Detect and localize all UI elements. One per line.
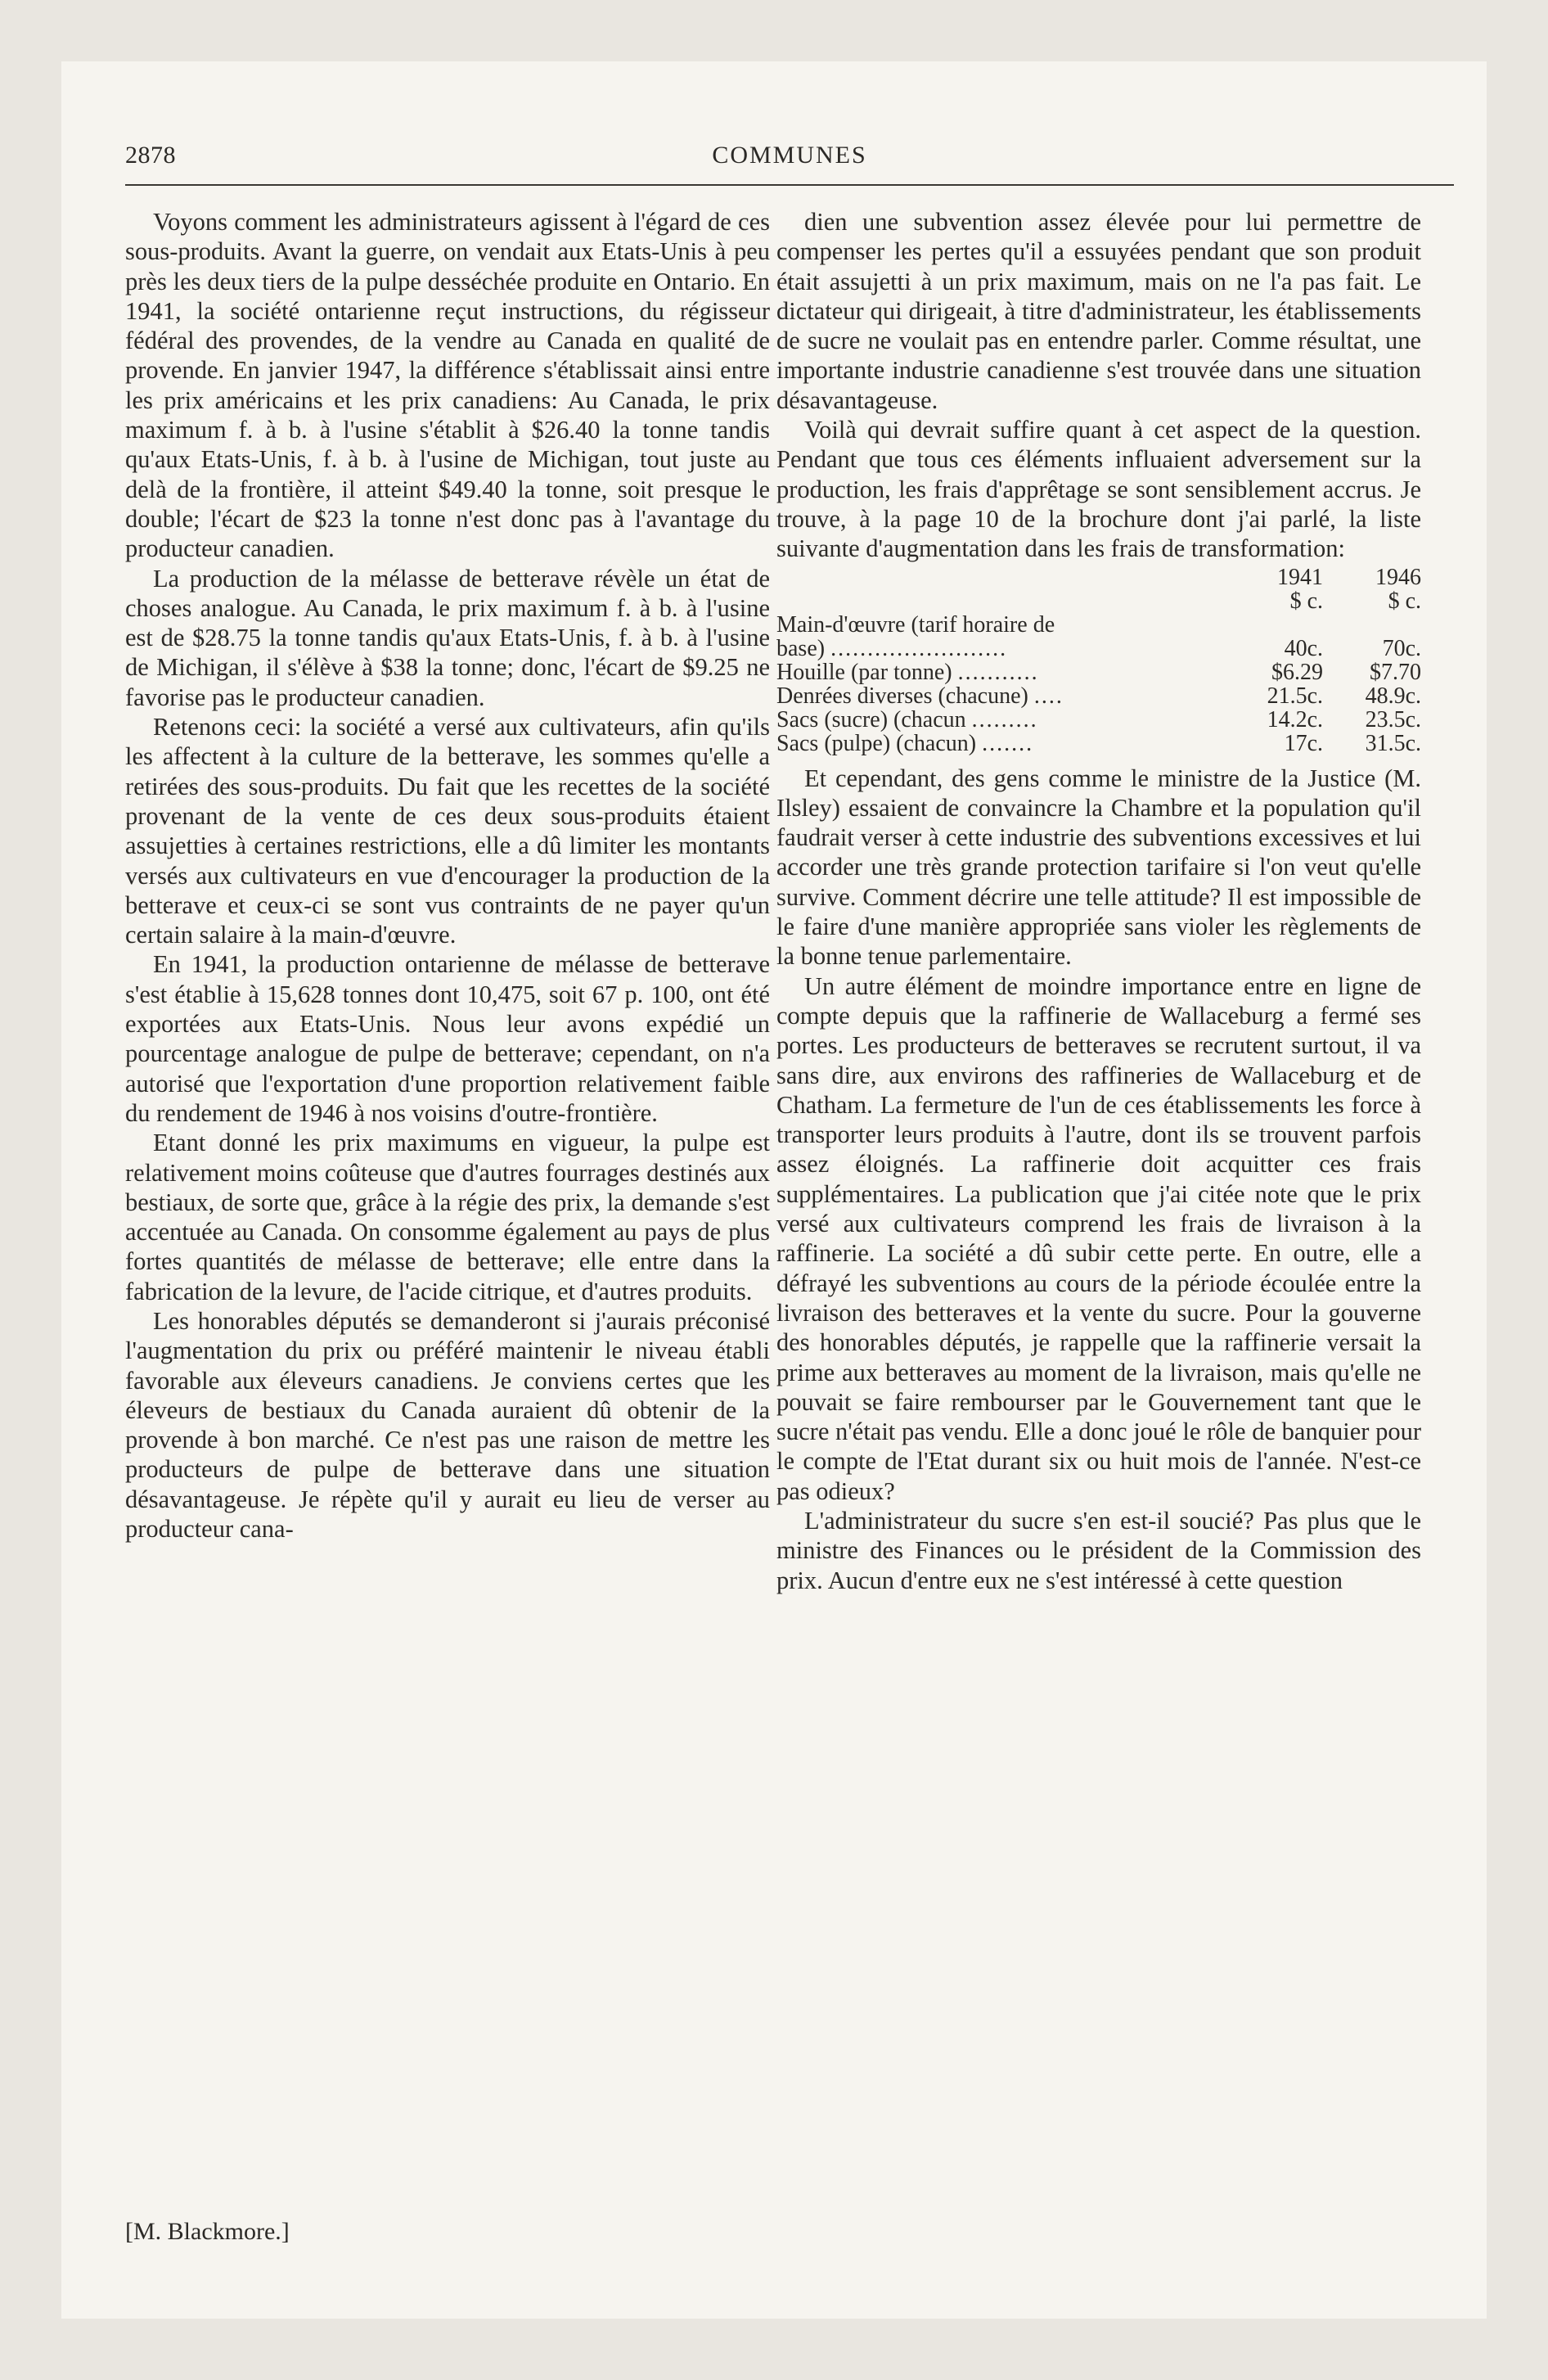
unit-header: $ c. [1388, 588, 1421, 614]
running-head: COMMUNES [712, 142, 867, 169]
header-rule [125, 184, 1454, 186]
table-row [776, 613, 1421, 637]
paragraph: Un autre élément de moindre importance entre en ligne de compte depuis que la raffinerie de Wallaceburg a fermé ses portes. Les producteurs de betteraves se recrutent surtout, il va sans dire, aux environs des raffineries de Wallaceburg et de Chatham. La fermeture de l'un de ces établissements les force à transporter leurs produits à l'autre, dont ils se trouvent parfois assez éloignés. La raffinerie doit acquitter ces frais supplémentaires. La publication que j'ai citée note que le prix versé aux cultivateurs comprend les frais de livraison à la raffinerie. La société a dû subir cette perte. En outre, elle a défrayé les subventions au cours de la période écoulée entre la livraison des betteraves et la vente du sucre. Pour la gouverne des honorables députés, je rappelle que la raffinerie versait la prime aux betteraves au moment de la livraison, mais qu'elle ne pouvait se faire rembourser par le Gouvernement tant que le sucre n'était pas vendu. Elle a donc joué le rôle de banquier pour le compte de l'Etat durant six ou huit mois de l'année. N'est-ce pas odieux? [776, 971, 1421, 1505]
row-label: Sacs (pulpe) (chacun) [776, 730, 977, 756]
paragraph: En 1941, la production ontarienne de mélasse de betterave s'est établie à 15,628 tonnes dont 10,475, soit 67 p. 100, ont été exportées aux Etats-Unis. Nous leur avons expédié un pourcentage analogue de pulpe de betterave; cependant, on n'a autorisé que l'exportation d'une proportion relativement faible du rendement de 1946 à nos voisins d'outre-frontière. [125, 950, 770, 1127]
value-1946: 31.5c. [1365, 730, 1421, 756]
value-1946: $7.70 [1370, 659, 1421, 685]
leader-dots: ......... [971, 706, 1038, 732]
table-row [776, 637, 1421, 660]
value-1941: 17c. [1284, 730, 1323, 756]
table-year-row [776, 566, 1421, 589]
value-1941: $6.29 [1271, 659, 1323, 685]
paragraph: dien une subvention assez élevée pour lui permettre de compenser les pertes qu'il a essuyées pendant que son produit était assujetti à un prix maximum, mais on ne l'a pas fait. Le dictateur qui dirigeait, à titre d'administrateur, les établissements de sucre ne voulait pas en entendre parler. Comme résultat, une importante industrie canadienne s'est trouvée dans une situation désavantageuse. [776, 208, 1421, 414]
leader-dots: ....... [982, 730, 1034, 756]
year-1941-header: 1941 [1277, 564, 1323, 590]
year-1946-header: 1946 [1375, 564, 1421, 590]
value-1941: 14.2c. [1267, 706, 1323, 732]
table-row [776, 684, 1421, 708]
speaker-attribution: [M. Blackmore.] [125, 2218, 290, 2245]
row-label: Sacs (sucre) (chacun [776, 706, 966, 732]
paragraph: Les honorables députés se demanderont si j'aurais préconisé l'augmentation du prix ou préféré maintenir le niveau établi favorable aux éleveurs canadiens. Je conviens certes que les éleveurs de bestiaux du Canada auraient dû obtenir de la provende à bon marché. Ce n'est pas une raison de mettre les producteurs de pulpe de betterave dans une situation désavantageuse. Je répète qu'il y aurait eu lieu de verser au producteur cana- [125, 1306, 770, 1544]
page-header [125, 142, 1454, 183]
row-label: Main-d'œuvre (tarif horaire de [776, 611, 1055, 638]
paragraph: Voyons comment les administrateurs agissent à l'égard de ces sous-produits. Avant la guerre, on vendait aux Etats-Unis à peu près les deux tiers de la pulpe desséchée produite en Ontario. En 1941, la société ontarienne reçut instructions, du régisseur fédéral des provendes, de la vendre au Canada en qualité de provende. En janvier 1947, la différence s'établissait ainsi entre les prix américains et les prix canadiens: Au Canada, le prix maximum f. à b. à l'usine s'établit à $26.40 la tonne tandis qu'aux Etats-Unis, f. à b. à l'usine de Michigan, tout juste au delà de la frontière, il atteint $49.40 la tonne, soit presque le double; l'écart de $23 la tonne n'est donc pas à l'avantage du producteur canadien. [125, 208, 770, 563]
leader-dots: .... [1033, 683, 1064, 709]
row-label: base) [776, 635, 826, 661]
row-label: Denrées diverses (chacune) [776, 683, 1028, 709]
unit-header: $ c. [1289, 588, 1323, 614]
paragraph: Etant donné les prix maximums en vigueur, la pulpe est relativement moins coûteuse que d'autres fourrages destinés aux bestiaux, de sorte que, grâce à la régie des prix, la demande s'est accentuée au Canada. On consomme également au pays de plus fortes quantités de mélasse de betterave; elle entre dans la fabrication de la levure, de l'acide citrique, et d'autres produits. [125, 1129, 770, 1305]
value-1946: 70c. [1382, 635, 1421, 661]
leader-dots: ........................ [830, 635, 1008, 661]
row-label: Houille (par tonne) [776, 659, 952, 685]
leader-dots: ........... [957, 659, 1039, 685]
value-1941: 21.5c. [1267, 683, 1323, 709]
page-number: 2878 [125, 142, 176, 169]
cost-increase-table [776, 566, 1421, 755]
table-unit-row [776, 589, 1421, 613]
paragraph: Voilà qui devrait suffire quant à cet aspect de la question. Pendant que tous ces éléments influaient adversement sur la production, les frais d'apprêtage se sont sensiblement accrus. Je trouve, à la page 10 de la brochure dont j'ai parlé, la liste suivante d'augmentation dans les frais de transformation: [776, 416, 1421, 563]
paragraph: Et cependant, des gens comme le ministre de la Justice (M. Ilsley) essaient de convaincre la Chambre et la population qu'il faudrait verser à cette industrie des subventions excessives et lui accorder une très grande protection tarifaire si l'on veut qu'elle survive. Comment décrire une telle attitude? Il est impossible de le faire d'une manière appropriée sans violer les règlements de la bonne tenue parlementaire. [776, 764, 1421, 971]
table-row [776, 660, 1421, 684]
paragraph: La production de la mélasse de betterave révèle un état de choses analogue. Au Canada, le prix maximum f. à b. à l'usine est de $28.75 la tonne tandis qu'aux Etats-Unis, f. à b. à l'usine de Michigan, il s'élève à $38 la tonne; donc, l'écart de $9.25 ne favorise pas le producteur canadien. [125, 564, 770, 711]
table-row [776, 708, 1421, 732]
document-page [61, 61, 1487, 2319]
paragraph: L'administrateur du sucre s'en est-il soucié? Pas plus que le ministre des Finances ou le président de la Commission des prix. Aucun d'entre eux ne s'est intéressé à cette question [776, 1506, 1421, 1594]
left-column [125, 207, 770, 1544]
table-row [776, 732, 1421, 755]
value-1946: 48.9c. [1365, 683, 1421, 709]
value-1946: 23.5c. [1365, 706, 1421, 732]
right-column [776, 207, 1421, 1595]
value-1941: 40c. [1284, 635, 1323, 661]
paragraph: Retenons ceci: la société a versé aux cultivateurs, afin qu'ils les affectent à la culture de la betterave, les sommes qu'elle a retirées des sous-produits. Du fait que les recettes de la société provenant de la vente de ces deux sous-produits étaient assujetties à certaines restrictions, elle a dû limiter les montants versés aux cultivateurs en vue d'encourager la production de la betterave et ceux-ci se sont vus contraints de ne payer qu'un certain salaire à la main-d'œuvre. [125, 713, 770, 949]
